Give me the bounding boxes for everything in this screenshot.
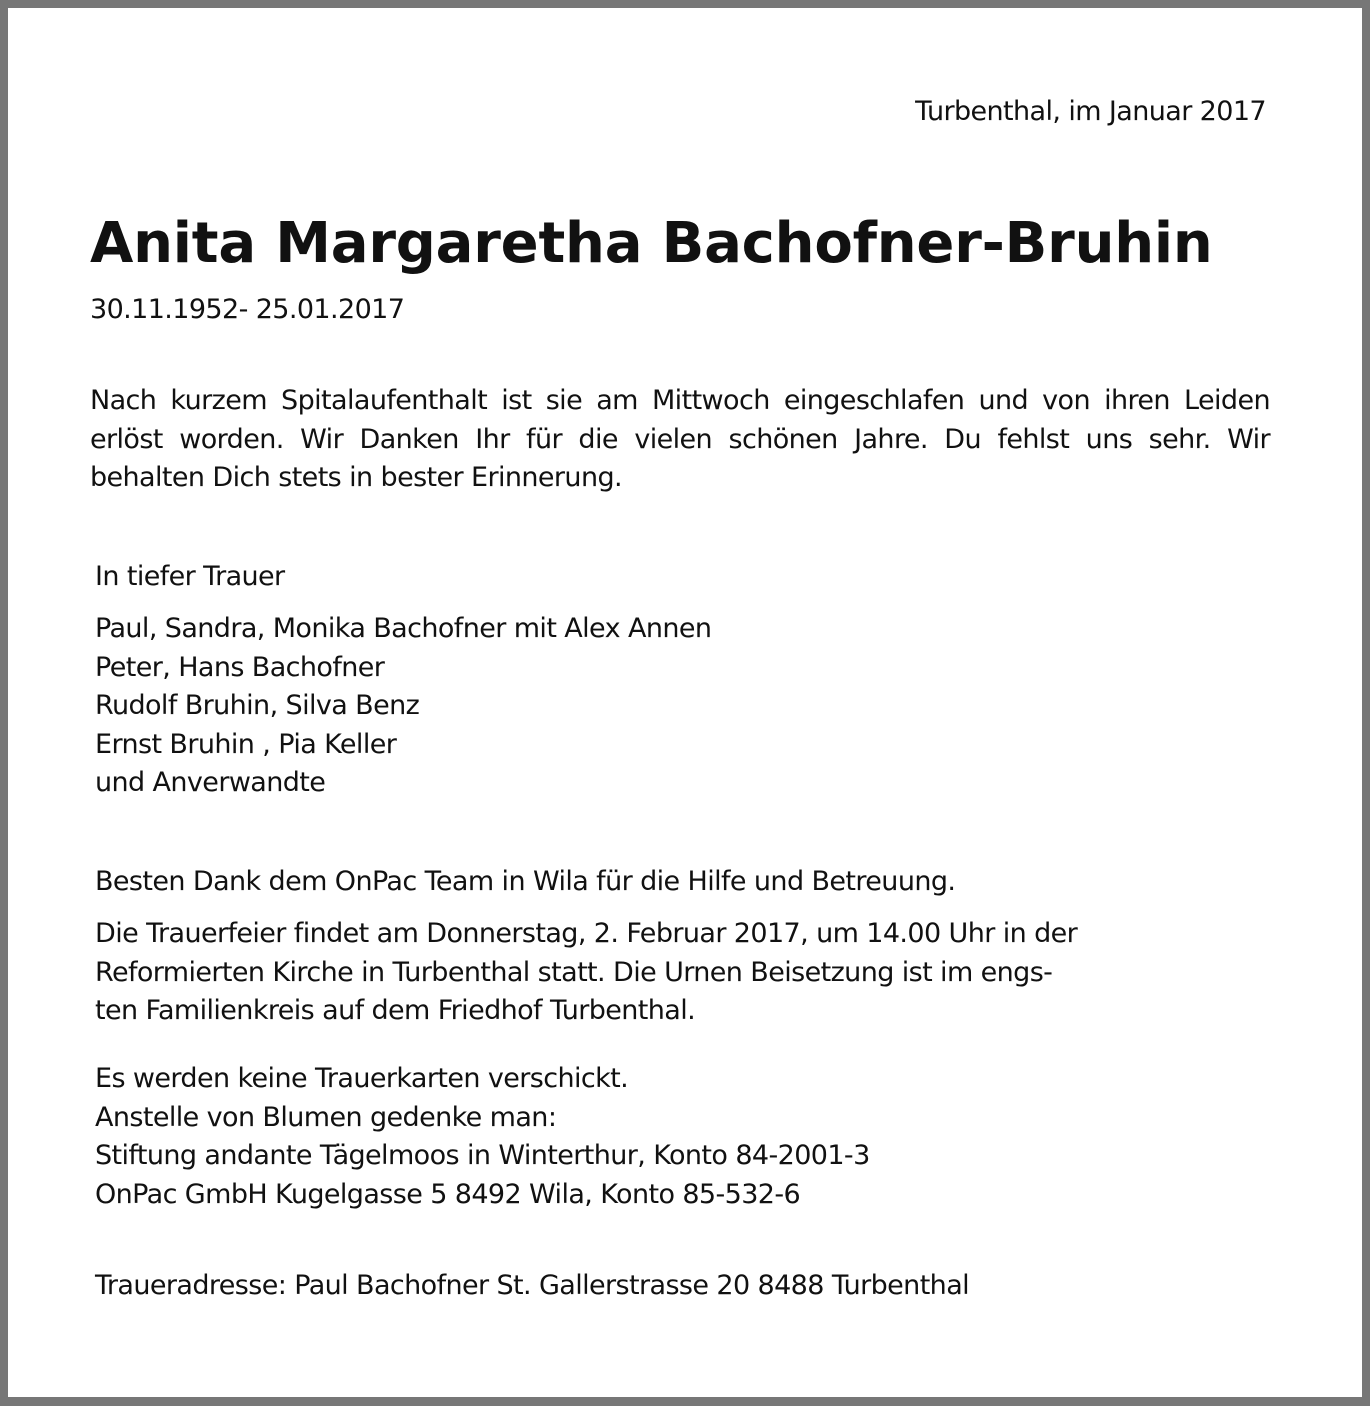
donation-line: OnPac GmbH Kugelgasse 5 8492 Wila, Konto 85-532-6 xyxy=(95,1178,801,1210)
donation-line: Es werden keine Trauerkarten verschickt. xyxy=(95,1063,629,1094)
mourners-heading: In tiefer Trauer xyxy=(95,561,285,592)
obituary-page xyxy=(8,8,1362,1397)
life-dates: 30.11.1952- 25.01.2017 xyxy=(90,294,405,325)
mourner-line: Paul, Sandra, Monika Bachofner mit Alex Annen xyxy=(95,613,712,644)
donation-line: Anstelle von Blumen gedenke man: xyxy=(95,1101,557,1133)
donation-line: Stiftung andante Tägelmoos in Winterthur, Konto 84-2001-3 xyxy=(95,1140,870,1171)
mourner-line: Peter, Hans Bachofner xyxy=(95,651,385,683)
intro-paragraph: Nach kurzem Spitalaufenthalt ist sie am Mittwoch eingeschlafen und von ihren Leiden erlöst worden. Wir Danken Ihr für die vielen schönen Jahre. Du fehlst uns sehr. Wir behalten Dich stets in bester Erinnerung. xyxy=(90,385,1270,493)
mourner-line: Ernst Bruhin , Pia Keller xyxy=(95,728,397,760)
mourners-list xyxy=(95,610,711,803)
ceremony-line: Die Trauerfeier findet am Donnerstag, 2. Februar 2017, um 14.00 Uhr in der xyxy=(95,918,1078,949)
donations-block xyxy=(95,1060,870,1214)
ceremony-paragraph xyxy=(95,915,1275,1031)
ceremony-line: Reformierten Kirche in Turbenthal statt. Die Urnen Beisetzung ist im engs- xyxy=(95,956,1053,988)
ceremony-line: ten Familienkreis auf dem Friedhof Turbenthal. xyxy=(95,995,696,1026)
mourner-line: und Anverwandte xyxy=(95,767,326,798)
deceased-name: Anita Margaretha Bachofner-Bruhin xyxy=(90,211,1213,276)
place-date: Turbenthal, im Januar 2017 xyxy=(915,96,1266,127)
mourning-address: Traueradresse: Paul Bachofner St. Gallerstrasse 20 8488 Turbenthal xyxy=(95,1270,970,1301)
mourner-line: Rudolf Bruhin, Silva Benz xyxy=(95,690,420,721)
thanks-text: Besten Dank dem OnPac Team in Wila für die Hilfe und Betreuung. xyxy=(95,866,956,897)
